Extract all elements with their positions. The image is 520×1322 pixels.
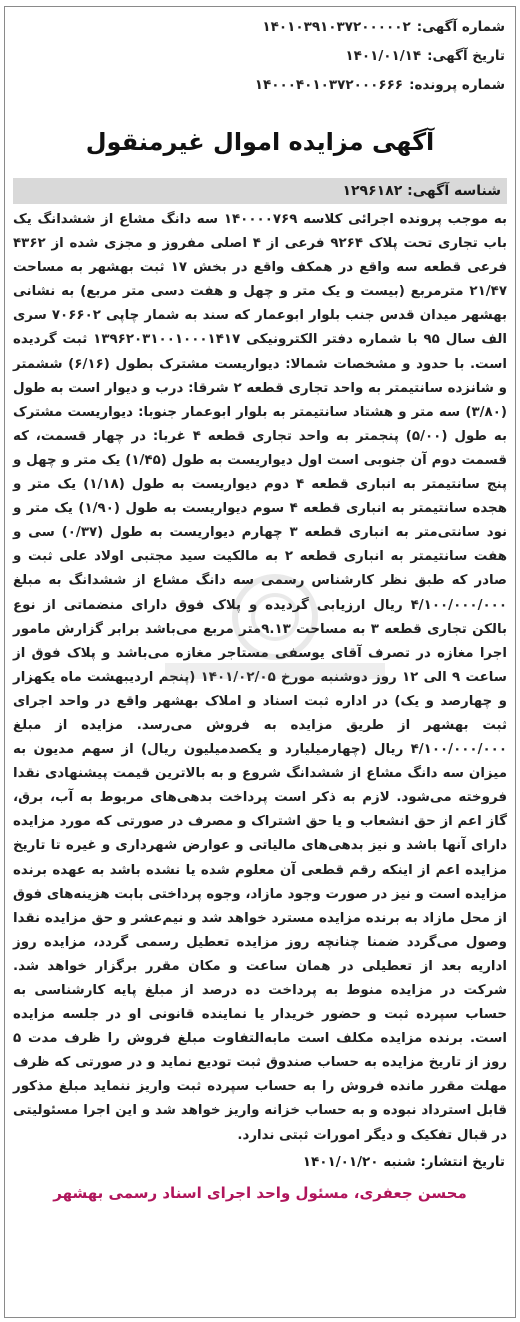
notice-id-value: ۱۲۹۶۱۸۲ — [342, 183, 403, 199]
notice-date-row — [15, 42, 505, 71]
case-number: ۱۴۰۰۰۴۰۱۰۳۷۲۰۰۰۶۶۶ — [254, 77, 404, 93]
publication-date-label: تاریخ انتشار: شنبه — [383, 1153, 505, 1170]
publication-date-row — [15, 1150, 505, 1174]
case-number-label: شماره پرونده: — [409, 77, 505, 93]
notice-id-label: شناسه آگهی: — [407, 183, 501, 199]
case-number-row — [15, 71, 505, 100]
notice-body: به موجب پرونده اجرائی کلاسه ۱۴۰۰۰۰۷۶۹ سه دانگ مشاع از ششدانگ یک باب تجاری تحت پلاک ۹۲۶۴ فرعی از ۴ اصلی مفروز و مجزی شده از ۴۳۶۲ فرعی قطعه سه واقع در همکف واقع در بخش ۱۷ ثبت بهشهر به مساحت ۲۱/۴۷ مترمربع (بیست و یک متر و چهل و هفت دسی متر مربع) به نشانی بهشهر میدان قدس جنب بلوار ابوعمار که سند به شمار چاپی ۷۰۶۶۰۲ سری الف سال ۹۵ با شماره دفتر الکترونیکی ۱۳۹۶۲۰۳۱۰۰۱۰۰۰۱۴۱۷ ثبت گردیده است. با حدود و مشخصات شمالا: دیواریست مشترک بطول (۶/۱۶) ششمتر و شانزده سانتیمتر به واحد تجاری قطعه ۲ شرقا: درب و دیوار است به طول (۳/۸۰) سه متر و هشتاد سانتیمتر به بلوار ابوعمار جنوبا: دیواریست مشترک به طول (۵/۰۰) پنجمتر به واحد تجاری قطعه ۴ غربا: در چهار قسمت، که قسمت دوم آن جنوبی است اول دیواریست به طول (۱/۴۵) یک متر و چهل و پنج سانتیمتر به انباری قطعه ۴ دوم دیواریست به طول (۱/۱۸) یک متر و هجده سانتیمتر به انباری قطعه ۴ سوم دیواریست به طول (۱/۹۰) یک متر و نود سانتی‌متر به انباری قطعه ۳ چهارم دیواریست به طول (۰/۳۷) سی و هفت سانتیمتر به انباری قطعه ۲ به مالکیت سید مجتبی اولاد علی ثبت و صادر که طبق نظر کارشناس رسمی سه دانگ مشاع از ششدانگ به مبلغ ۴/۱۰۰/۰۰۰/۰۰۰ ریال ارزیابی گردیده و پلاک فوق دارای منضماتی از نوع بالکن تجاری قطعه ۳ به مساحت ۹.۱۳متر مربع می‌باشد برابر گزارش مامور اجرا مغازه در تصرف آقای یوسفی مستاجر مغازه می‌باشد و پلاک فوق از ساعت ۹ الی ۱۲ روز دوشنبه مورخ ۱۴۰۱/۰۲/۰۵ (پنجم اردیبهشت ماه یکهزار و چهارصد و یک) در اداره ثبت اسناد و املاک بهشهر واقع در واحد اجرای ثبت بهشهر از طریق مزایده به فروش می‌رسد. مزایده از مبلغ ۴/۱۰۰/۰۰۰/۰۰۰ ریال (چهارمیلیارد و یکصدمیلیون ریال) از سهم مدیون به میزان سه دانگ مشاع از ششدانگ شروع و به بالاترین قیمت پیشنهادی نقدا فروخته می‌شود. لازم به ذکر است پرداخت بدهی‌های مربوط به آب، برق، گاز اعم از حق انشعاب و یا حق اشتراک و مصرف در صورتی که مورد مزایده دارای آنها باشد و نیز بدهی‌های مالیاتی و عوارض شهرداری و غیره تا تاریخ مزایده اعم از اینکه رقم قطعی آن معلوم شده یا نشده باشد به عهده برنده مزایده است و نیز در صورت وجود مازاد، وجوه پرداختی بابت هزینه‌های فوق از محل مازاد به برنده مزایده مسترد خواهد شد و نیم‌عشر و حق مزایده نقدا وصول می‌گردد ضمنا چنانچه روز مزایده تعطیل رسمی گردد، مزایده روز اداریه بعد از تعطیلی در همان ساعت و مکان مقرر برگزار خواهد شد. شرکت در مزایده منوط به پرداخت ده درصد از مبلغ پایه کارشناسی به حساب سپرده ثبت و حضور خریدار یا نماینده قانونی او در جلسه مزایده است. برنده مزایده مکلف است مابه‌التفاوت مبلغ فروش را ظرف مدت ۵ روز از تاریخ مزایده به حساب صندوق ثبت تودیع نماید و در صورتی که ظرف مهلت مقرر مانده فروش را به حساب سپرده ثبت واریز ننماید مبلغ مذکور قابل استرداد نبوده و به حساب خزانه واریز خواهد شد و این اجرا مسئولیتی در قبال تفکیک و دیگر امورات ثبتی ندارد. — [13, 212, 508, 1143]
signature: محسن جعفری، مسئول واحد اجرای اسناد رسمی بهشهر — [53, 1183, 467, 1202]
notice-date: ۱۴۰۱/۰۱/۱۴ — [345, 48, 422, 64]
notice-number-row — [15, 13, 505, 42]
publication-date: ۱۴۰۱/۰۱/۲۰ — [302, 1153, 379, 1170]
notice-number: ۱۴۰۱۰۳۹۱۰۳۷۲۰۰۰۰۰۲ — [262, 19, 411, 35]
notice-meta — [5, 7, 515, 100]
notice-number-label: شماره آگهی: — [416, 19, 505, 35]
auction-notice — [4, 6, 516, 1318]
notice-title: آگهی مزایده اموال غیرمنقول — [85, 128, 435, 156]
notice-id-box — [13, 178, 507, 204]
notice-date-label: تاریخ آگهی: — [427, 48, 505, 64]
